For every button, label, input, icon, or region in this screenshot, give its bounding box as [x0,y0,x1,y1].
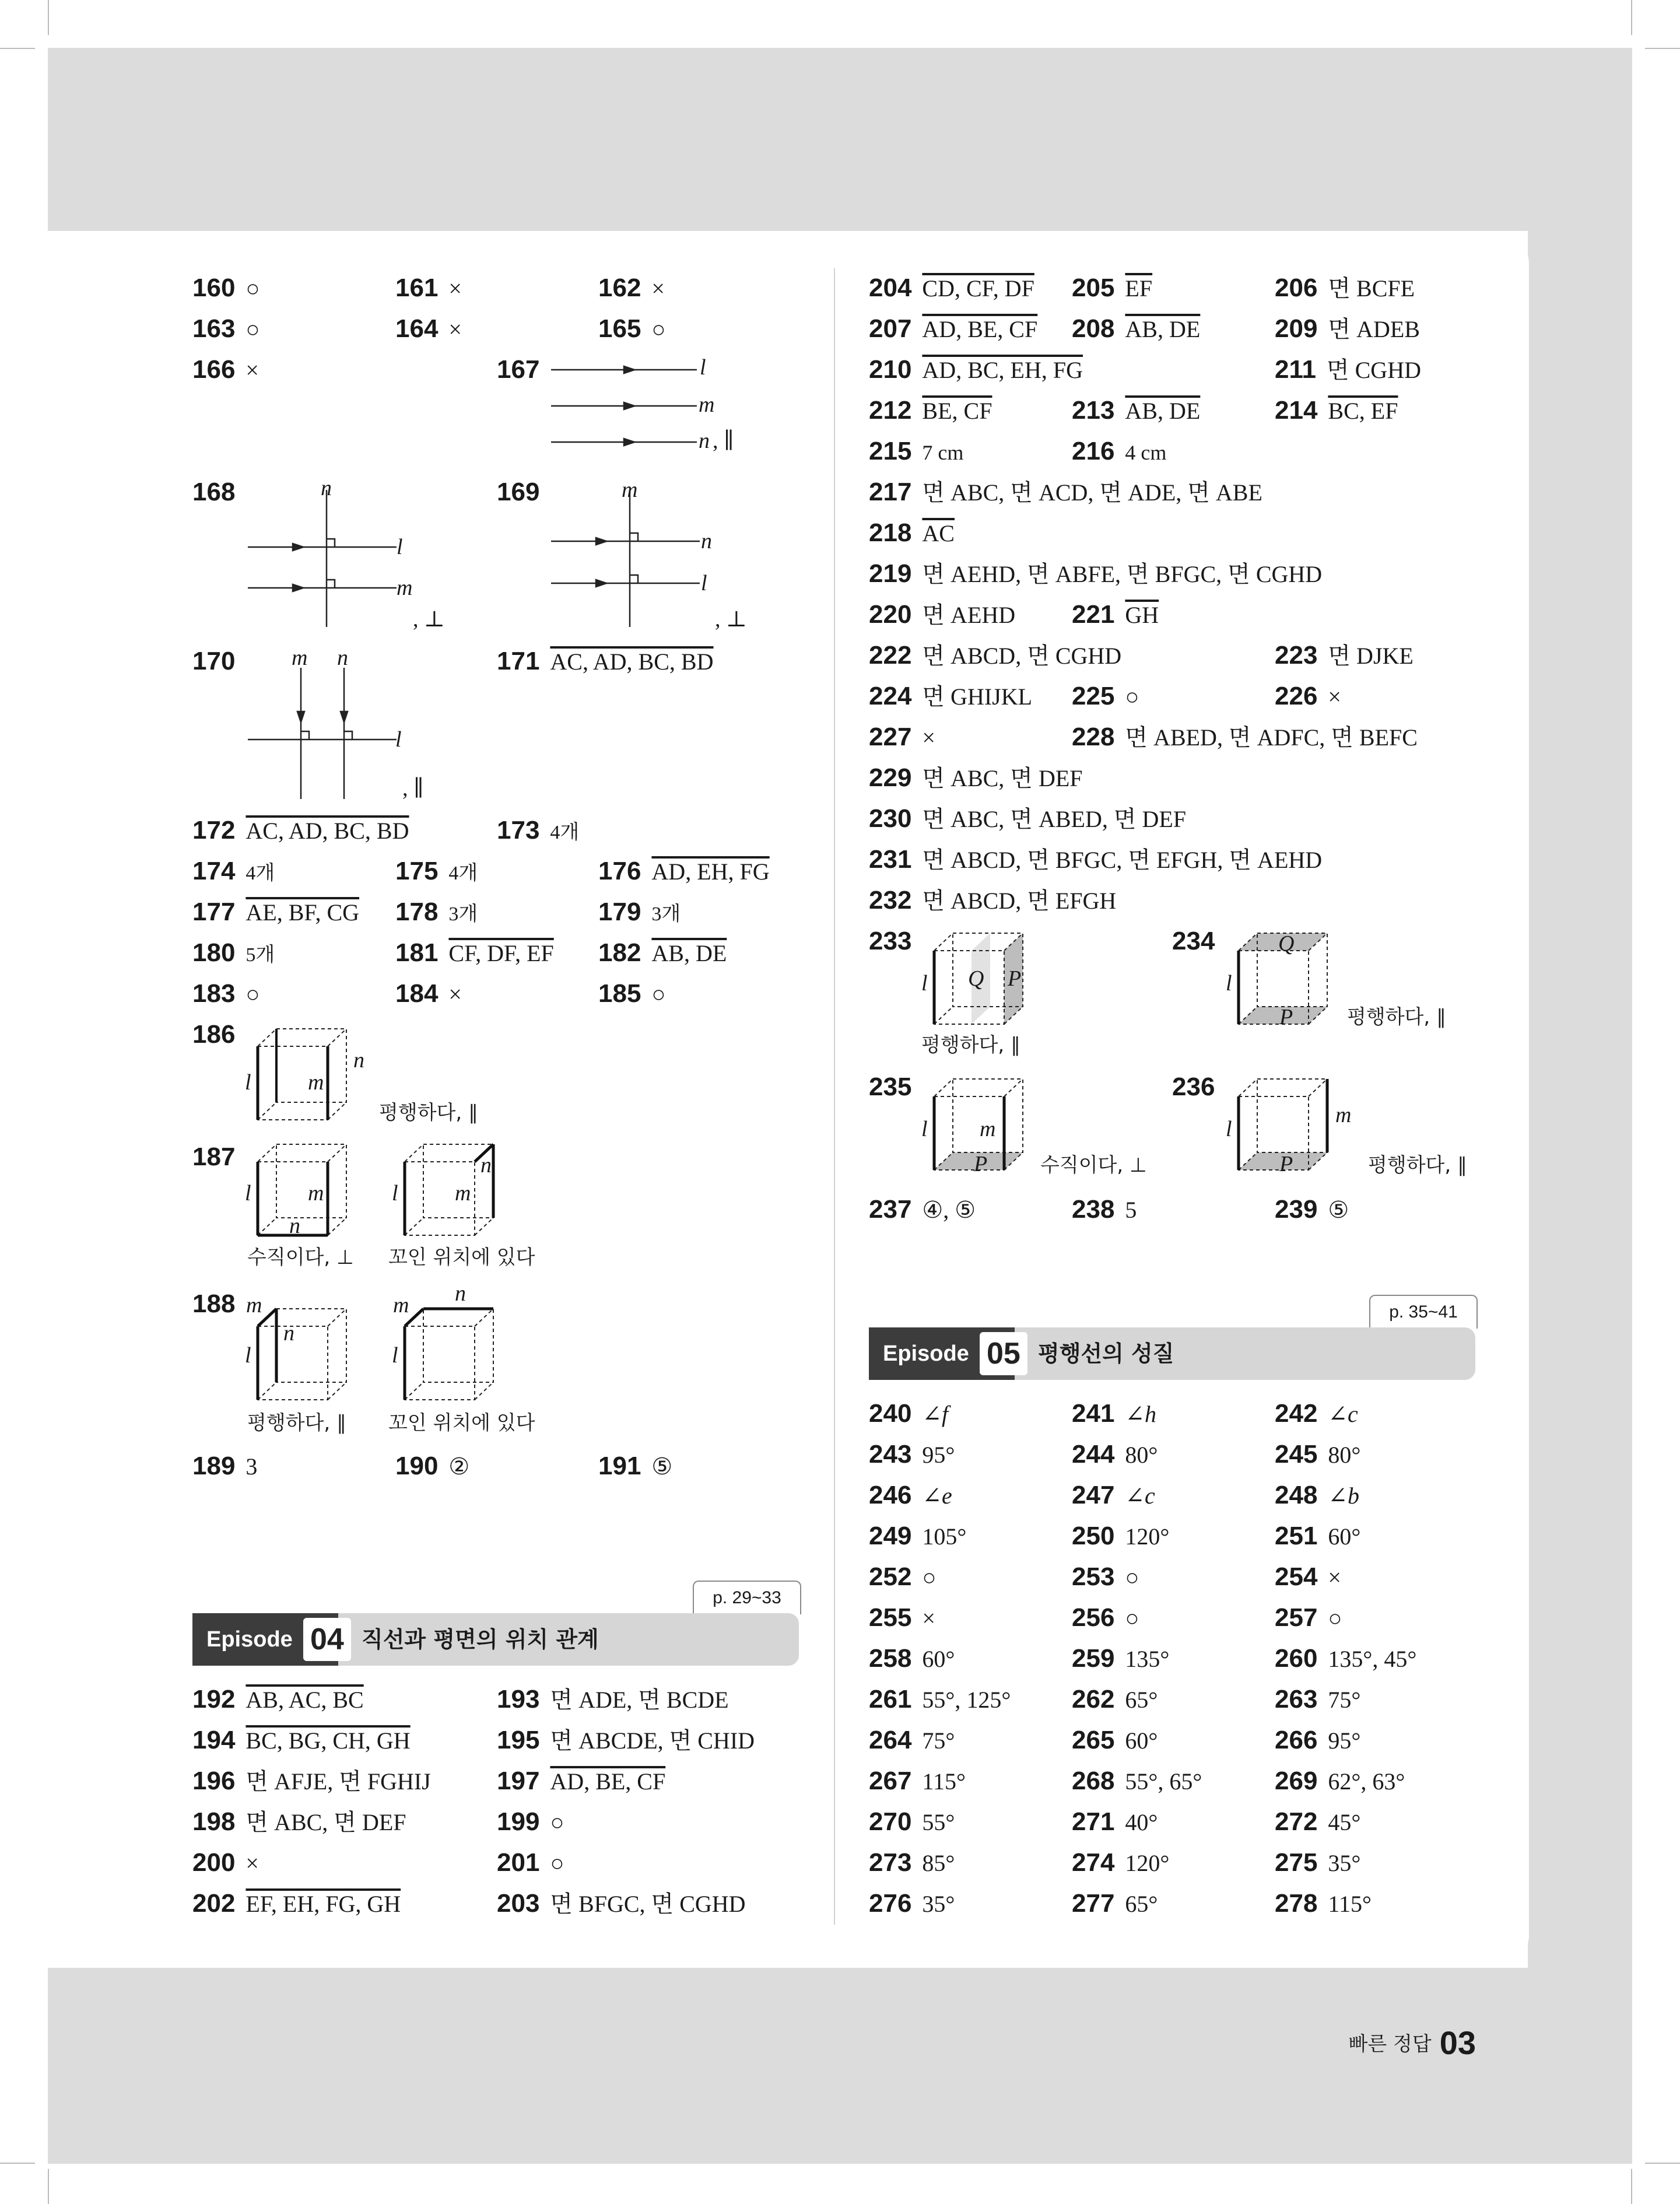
perpendicular-text: 수직이다, ⊥ [1040,1154,1147,1177]
answer-item: 213 AB, DE [1072,396,1201,425]
answer-item: 236 [1172,1073,1215,1101]
answer-item: 164 × [395,314,462,343]
answer-item: 277 65° [1072,1889,1158,1918]
answer-item: 199 ○ [497,1807,564,1836]
answer-item: 220 면 AEHD [869,600,1016,629]
label-l: l [392,1343,398,1368]
answer-item: 161 × [395,274,462,302]
answer-item: 231 면 ABCD, 면 BFGC, 면 EFGH, 면 AEHD [869,845,1323,874]
answer-item: 188 [192,1290,236,1318]
answer-item: 174 4개 [192,857,275,885]
answer-item: 250 120° [1072,1522,1170,1550]
answer-item: 179 3개 [598,898,681,926]
skew-text: 꼬인 위치에 있다 [388,1246,535,1269]
episode-number: 05 [980,1332,1027,1375]
label-m: m [246,1293,262,1318]
figure-188-cube-a [255,1306,360,1406]
answer-item: 203 면 BFGC, 면 CGHD [497,1889,746,1918]
answer-item: 234 [1172,927,1215,955]
answer-item: 242 ∠c [1275,1399,1358,1428]
answer-item: 221 $\overline{GH}$ [1072,600,1159,629]
answer-item: 172 AC, AD, BC, BD [192,816,409,845]
answer-item: 239 ⑤ [1275,1195,1349,1224]
answer-item: 251 60° [1275,1522,1361,1550]
answer-item: 222 면 ABCD, 면 CGHD [869,641,1122,670]
answer-item: 160 ○ [192,274,260,302]
answer-item: 169 [497,478,540,506]
answer-item: 268 55°, 65° [1072,1767,1202,1795]
answer-item: 256 ○ [1072,1603,1139,1632]
answer-item: 274 120° [1072,1848,1170,1877]
figure-168-perpendicular [245,478,420,630]
symbol-parallel: , ∥ [713,429,734,453]
episode-number: 04 [303,1618,351,1661]
parallel-text: 평행하다, ∥ [247,1411,346,1435]
label-n: n [321,476,332,500]
answer-item: 214 BC, EF [1275,396,1398,425]
answer-item: 217 면 ABC, 면 ACD, 면 ADE, 면 ABE [869,478,1262,506]
label-l: l [245,1343,251,1368]
label-P: P [1008,966,1022,991]
label-l: l [245,1070,251,1095]
page-number: 03 [1439,2024,1476,2061]
label-n: n [455,1281,466,1306]
answer-item: 266 95° [1275,1726,1361,1754]
answer-item: 252 ○ [869,1562,937,1591]
label-n: n [337,646,348,670]
label-m: m [308,1181,324,1206]
answer-item: 175 4개 [395,857,478,885]
episode-tag: Episode [192,1613,338,1666]
label-n: n [289,1214,300,1238]
answer-item: 205 $\overline{EF}$ [1072,274,1153,302]
label-m: m [699,393,715,417]
answer-item: 202 EF, EH, FG, GH [192,1889,401,1918]
answer-item: 262 65° [1072,1685,1158,1714]
answer-item: 271 40° [1072,1807,1158,1836]
answer-item: 243 95° [869,1440,955,1469]
answer-item: 186 [192,1020,236,1049]
answer-item: 246 ∠e [869,1481,952,1509]
label-Q: Q [1278,931,1295,956]
answer-item: 245 80° [1275,1440,1361,1469]
label-n: n [699,429,710,453]
parallel-text: 평행하다, ∥ [1368,1154,1467,1177]
label-m: m [308,1070,324,1095]
answer-item: 200 × [192,1848,259,1877]
label-P: P [974,1152,988,1176]
answer-item: 233 [869,927,912,955]
bottom-margin-band [48,1968,1632,2164]
answer-item: 210 AD, BC, EH, FG [869,355,1083,384]
answer-item: 197 AD, BE, CF [497,1767,666,1795]
answer-item: 263 75° [1275,1685,1361,1714]
label-m: m [1335,1103,1352,1127]
answer-item: 196 면 AFJE, 면 FGHIJ [192,1767,431,1795]
answer-item: 195 면 ABCDE, 면 CHID [497,1726,755,1754]
parallel-text: 평행하다, ∥ [1347,1005,1446,1029]
crop-mark [1631,2169,1632,2204]
answer-item: 163 ○ [192,314,260,343]
column-divider [834,268,835,1925]
crop-mark [1631,0,1632,35]
answer-item: 190 ② [395,1452,470,1480]
answer-item: 191 ⑤ [598,1452,673,1480]
answer-item: 165 ○ [598,314,666,343]
answer-item: 267 115° [869,1767,966,1795]
answer-item: 171 AC, AD, BC, BD [497,647,714,675]
label-l: l [1226,1117,1232,1141]
label-P: P [1279,1005,1293,1029]
top-margin-band [48,48,1632,231]
answer-item: 235 [869,1073,912,1101]
label-n: n [701,529,712,553]
answer-item: 209 면 ADEB [1275,314,1420,343]
answer-item: 208 AB, DE [1072,314,1201,343]
crop-mark [48,2169,49,2204]
answer-item: 240 ∠f [869,1399,949,1428]
answer-item: 182 AB, DE [598,938,727,967]
label-l: l [921,971,928,996]
answer-item: 185 ○ [598,979,666,1008]
answer-item: 180 5개 [192,938,275,967]
page-footer [1349,2024,1476,2062]
label-l: l [392,1181,398,1206]
answer-item: 166 × [192,355,259,384]
answer-item: 248 ∠b [1275,1481,1359,1509]
answer-item: 273 85° [869,1848,955,1877]
label-n: n [283,1321,294,1345]
symbol-perpendicular: , ⊥ [413,607,445,632]
parallel-text: 평행하다, ∥ [921,1033,1020,1057]
right-margin-band [1528,231,1632,1968]
episode-05-header [869,1327,1475,1380]
answer-item: 192 AB, AC, BC [192,1685,364,1714]
episode-title: 평행선의 성질 [1038,1341,1174,1366]
answer-item: 255 × [869,1603,935,1632]
answer-item: 207 AD, BE, CF [869,314,1038,343]
answer-item: 216 4 cm [1072,437,1167,465]
answer-item: 218 $\overline{AC}$ [869,518,955,547]
label-m: m [397,576,413,600]
answer-item: 230 면 ABC, 면 ABED, 면 DEF [869,804,1187,833]
answer-item: 198 면 ABC, 면 DEF [192,1807,406,1836]
answer-item: 276 35° [869,1889,955,1918]
answer-item: 272 45° [1275,1807,1361,1836]
answer-item: 257 ○ [1275,1603,1342,1632]
label-n: n [480,1153,492,1178]
answer-item: 181 CF, DF, EF [395,938,554,967]
answer-item: 264 75° [869,1726,955,1754]
answer-item: 201 ○ [497,1848,564,1877]
answer-item: 223 면 DJKE [1275,641,1414,670]
answer-item: 253 ○ [1072,1562,1139,1591]
answer-item: 232 면 ABCD, 면 EFGH [869,886,1117,914]
crop-mark [0,48,35,49]
answer-item: 183 ○ [192,979,260,1008]
answer-item: 215 7 cm [869,437,964,465]
answer-item: 227 × [869,723,935,751]
answer-item: 224 면 GHIJKL [869,682,1033,710]
answer-item: 238 5 [1072,1195,1137,1224]
label-l: l [395,727,402,752]
answer-item: 184 × [395,979,462,1008]
label-m: m [622,478,638,502]
answer-item: 206 면 BCFE [1275,274,1415,302]
answer-item: 189 3 [192,1452,258,1480]
label-n: n [353,1048,364,1073]
answer-item: 237 ④, ⑤ [869,1195,976,1224]
answer-item: 229 면 ABC, 면 DEF [869,763,1083,792]
footer-text: 빠른 정답 [1348,2033,1432,2056]
answer-item: 228 면 ABED, 면 ADFC, 면 BEFC [1072,723,1418,751]
answer-item: 269 62°, 63° [1275,1767,1405,1795]
answer-item: 258 60° [869,1644,955,1673]
answer-item: 170 [192,647,236,675]
answer-item: 261 55°, 125° [869,1685,1011,1714]
label-P: P [1279,1152,1293,1176]
page-range-tab: p. 29~33 [693,1581,801,1614]
label-l: l [701,571,707,595]
crop-mark [1645,2163,1680,2164]
figure-188-cube-b [402,1306,507,1406]
skew-text: 꼬인 위치에 있다 [388,1411,535,1435]
episode-title: 직선과 평면의 위치 관계 [362,1627,599,1652]
parallel-text: 평행하다, ∥ [379,1101,478,1124]
answer-item: 259 135° [1072,1644,1170,1673]
answer-item: 254 × [1275,1562,1341,1591]
label-m: m [980,1117,996,1141]
answer-item: 226 × [1275,682,1341,710]
answer-item: 178 3개 [395,898,478,926]
label-Q: Q [968,966,984,991]
label-l: l [1226,971,1232,996]
label-l: l [921,1117,928,1141]
answer-item: 275 35° [1275,1848,1361,1877]
answer-item: 244 80° [1072,1440,1158,1469]
episode-04-header [192,1613,799,1666]
symbol-perpendicular: , ⊥ [715,607,747,632]
answer-item: 168 [192,478,236,506]
label-l: l [700,355,706,380]
crop-mark [1645,48,1680,49]
answer-item: 260 135°, 45° [1275,1644,1417,1673]
label-m: m [292,646,308,670]
figure-170-parallel-perpendicular [245,665,420,805]
answer-item: 167 [497,355,540,384]
crop-mark [48,0,49,35]
label-l: l [397,535,403,559]
answer-item: 249 105° [869,1522,967,1550]
answer-item: 270 55° [869,1807,955,1836]
answer-item: 219 면 AEHD, 면 ABFE, 면 BFGC, 면 CGHD [869,559,1323,588]
answer-item: 211 면 CGHD [1275,355,1421,384]
answer-item: 162 × [598,274,665,302]
answer-item: 241 ∠h [1072,1399,1156,1428]
answer-item: 194 BC, BG, CH, GH [192,1726,411,1754]
answer-item: 247 ∠c [1072,1481,1155,1509]
label-m: m [393,1293,409,1318]
answer-item: 225 ○ [1072,682,1139,710]
answer-item: 278 115° [1275,1889,1372,1918]
page-range-tab: p. 35~41 [1369,1295,1478,1329]
symbol-parallel: , ∥ [402,776,424,801]
answer-item: 187 [192,1143,236,1171]
label-l: l [245,1181,251,1206]
answer-item: 193 면 ADE, 면 BCDE [497,1685,729,1714]
answer-item: 176 AD, EH, FG [598,857,770,885]
crop-mark [0,2163,35,2164]
answer-item: 265 60° [1072,1726,1158,1754]
label-m: m [455,1181,471,1206]
answer-item: 173 4개 [497,816,580,845]
episode-tag: Episode [869,1327,1015,1380]
answer-item: 204 CD, CF, DF [869,274,1034,302]
answer-item: 177 AE, BF, CG [192,898,360,926]
answer-item: 212 BE, CF [869,396,992,425]
perpendicular-text: 수직이다, ⊥ [247,1246,354,1269]
